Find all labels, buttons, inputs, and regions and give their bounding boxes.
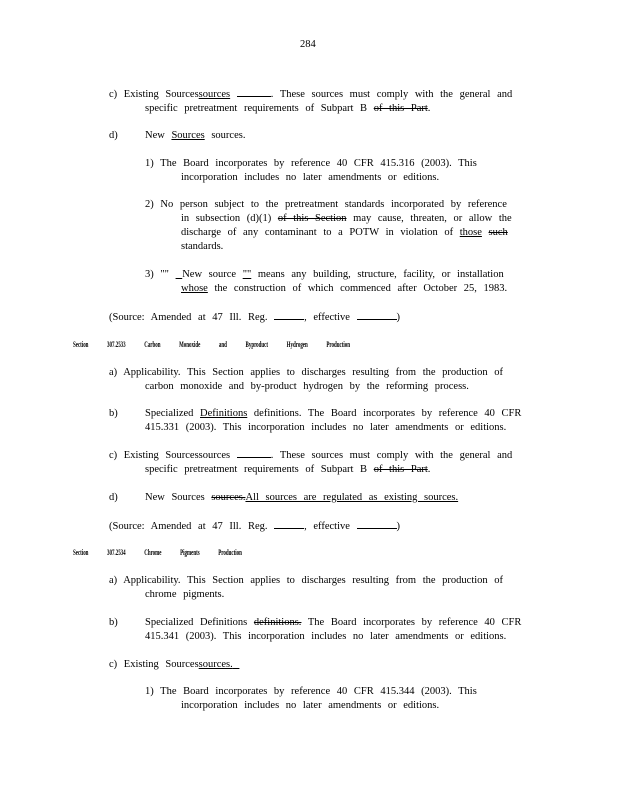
c-rest: . These sources must comply with the general and [270, 89, 513, 100]
subsection-d-label: d) [109, 130, 118, 141]
c-prefix: c) Existing Sourcessources [109, 450, 231, 461]
d3-inserted: whose [181, 283, 208, 294]
d2-line2-pre: in subsection (d)(1) [181, 213, 272, 224]
section-word: Monoxide [179, 340, 201, 349]
d3-line2 [181, 282, 507, 295]
section-word: Production [326, 340, 350, 349]
section-heading-307-2534 [73, 547, 260, 559]
s2-b-line1 [145, 616, 521, 629]
section-heading-307-2533 [73, 339, 369, 351]
d3-rest: means any building, structure, facility, or installation [257, 269, 504, 280]
b-deleted: definitions. [253, 617, 302, 628]
s2-a-line2: chrome pigments. [145, 589, 225, 600]
source-blank-reg [274, 310, 304, 320]
c-inserted: sources [198, 89, 231, 100]
section-label: Section [73, 340, 89, 349]
c-deleted: of this Part [373, 103, 428, 114]
d1-line2: incorporation includes no later amendments or editions. [181, 172, 440, 183]
c-line2-text: specific pretreatment requirements of Subpart B [145, 103, 368, 114]
s1-a-line2: carbon monoxide and by-product hydrogen by the reforming process. [145, 381, 469, 392]
s2-c1-line1: 1) The Board incorporates by reference 40 CFR 415.344 (2003). This [145, 686, 477, 697]
c-prefix: c) Existing Sources [109, 659, 199, 670]
section-label: Section [73, 548, 89, 557]
source-pre: (Source: Amended at 47 Ill. Reg. [109, 521, 268, 532]
d2-line4: standards. [181, 241, 224, 252]
section-word: Byproduct [245, 340, 269, 349]
d3-mid: New source [182, 269, 237, 280]
subsection-c-line1 [109, 88, 512, 101]
d3-line2-rest: the construction of which commenced after October 25, 1983. [214, 283, 508, 294]
d2-deleted: of this Section [277, 213, 347, 224]
c-dash [237, 451, 271, 458]
s2-b-line2: 415.341 (2003). This incorporation includes no later amendments or editions. [145, 631, 507, 642]
subsection-d-text [145, 129, 245, 142]
c-line2-text: specific pretreatment requirements of Subpart B [145, 464, 368, 475]
b-prefix: Specialized [145, 408, 194, 419]
source-end: ) [396, 312, 401, 323]
d-rest: sources. [211, 130, 246, 141]
section-number: 307.2534 [107, 548, 126, 557]
s1-b-line2: 415.331 (2003). This incorporation includes no later amendments or editions. [145, 422, 507, 433]
c-inserted: sources. [198, 659, 233, 670]
source-mid: , effective [304, 312, 350, 323]
section-number: 307.2533 [107, 340, 126, 349]
b-rest: The Board incorporates by reference 40 CFR [307, 617, 522, 628]
d-inserted: All sources are regulated as existing sources. [245, 492, 459, 503]
b-inserted: Definitions [200, 408, 248, 419]
section-word: Chrome [144, 548, 162, 557]
d-deleted: sources. [211, 492, 246, 503]
source-pre: (Source: Amended at 47 Ill. Reg. [109, 312, 268, 323]
c-prefix: c) Existing Sources [109, 89, 199, 100]
d2-line3-pre: discharge of any contaminant to a POTW in violation of [181, 227, 454, 238]
b-prefix: Specialized Definitions [145, 617, 248, 628]
s1-b-label: b) [109, 408, 118, 419]
section-word: Pigments [180, 548, 200, 557]
s2-b-label: b) [109, 617, 118, 628]
c-end: . [427, 103, 431, 114]
d2-line3 [181, 226, 508, 239]
s2-a-line1: a) Applicability. This Section applies to discharges resulting from the production of [109, 575, 504, 586]
d-inserted: Sources [171, 130, 205, 141]
d2-inserted: those [459, 227, 482, 238]
s1-d-text [145, 491, 458, 504]
subsection-c-line2 [145, 102, 430, 115]
page-number: 284 [300, 39, 316, 50]
source-note-1 [109, 310, 400, 324]
d1-line1: 1) The Board incorporates by reference 40 CFR 415.316 (2003). This [145, 158, 477, 169]
d3-quote: "" [242, 269, 252, 280]
source-blank-date [357, 519, 397, 529]
d2-line2 [181, 212, 512, 225]
s2-c1-line2: incorporation includes no later amendments or editions. [181, 700, 440, 711]
c-end: . [427, 464, 431, 475]
source-mid: , effective [304, 521, 350, 532]
b-rest: definitions. The Board incorporates by reference 40 CFR [253, 408, 522, 419]
source-end: ) [396, 521, 401, 532]
section-word: Production [218, 548, 242, 557]
d-prefix: New Sources [145, 492, 205, 503]
source-blank-reg [274, 519, 304, 529]
section-word: Carbon [144, 340, 161, 349]
d2-line1: 2) No person subject to the pretreatment standards incorporated by reference [145, 199, 507, 210]
d3-line1 [145, 268, 504, 281]
s1-a-line1: a) Applicability. This Section applies to discharges resulting from the production of [109, 367, 504, 378]
d2-line3-deleted: such [488, 227, 508, 238]
d3-prefix: 3) "" [145, 269, 169, 280]
s1-c-line2 [145, 463, 430, 476]
c-deleted: of this Part [373, 464, 428, 475]
section-word: Hydrogen [286, 340, 308, 349]
source-note-2 [109, 519, 400, 533]
c-rest: . These sources must comply with the general and [270, 450, 513, 461]
s1-c-line1 [109, 449, 512, 462]
d-prefix: New [145, 130, 165, 141]
d2-line2-rest: may cause, threaten, or allow the [353, 213, 512, 224]
source-blank-date [357, 310, 397, 320]
section-word: and [218, 340, 227, 349]
c-dash [237, 90, 271, 97]
s2-c-line1 [109, 658, 239, 671]
s1-d-label: d) [109, 492, 118, 503]
s1-b-line1 [145, 407, 521, 420]
